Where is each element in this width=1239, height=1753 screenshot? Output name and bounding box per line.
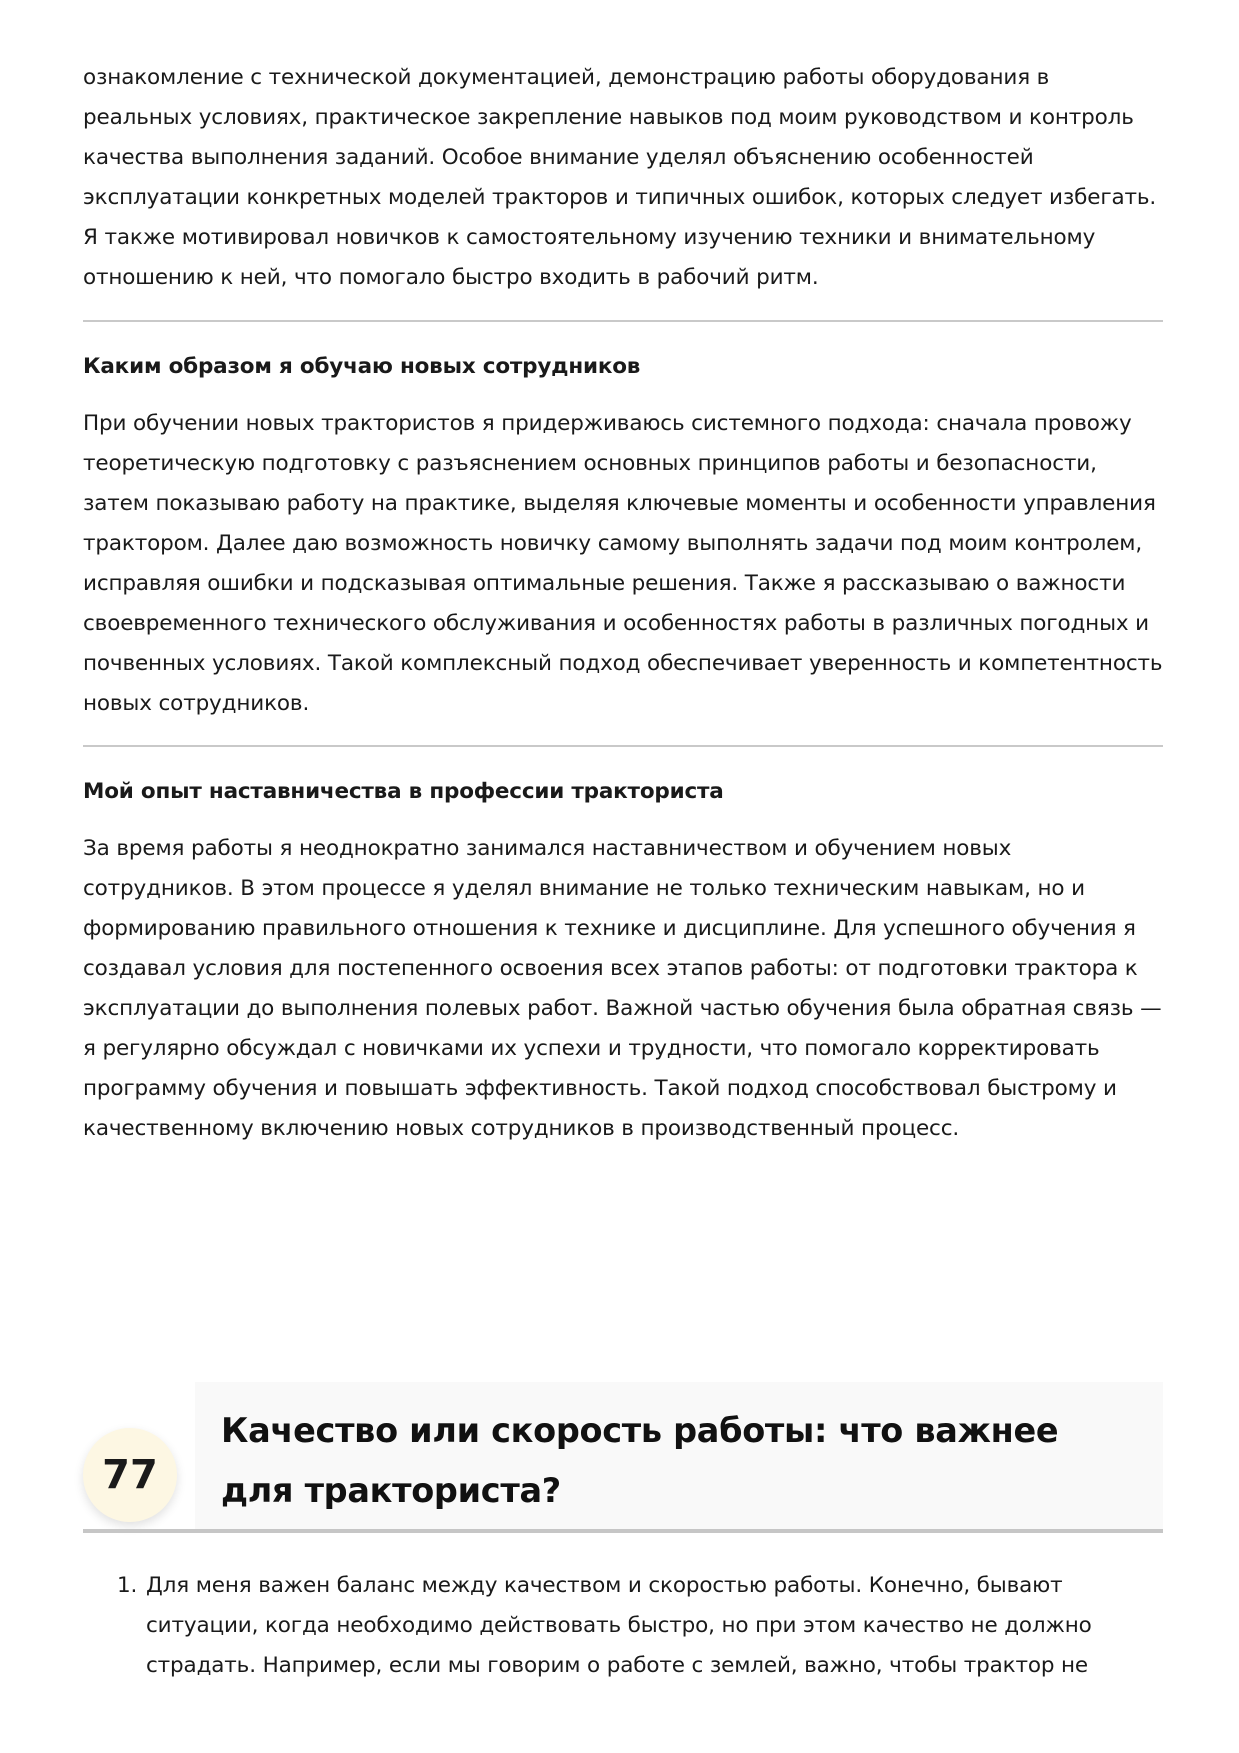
question-title: Качество или скорость работы: что важнее для тракториста? <box>221 1411 1059 1510</box>
training-heading: Каким образом я обучаю новых сотрудников <box>83 354 641 379</box>
list-item-number: 1. <box>117 1573 138 1598</box>
mentoring-paragraph: За время работы я неоднократно занимался наставничеством и обучением новых сотрудников. В этом процессе я уделял внимание не только техническим навыкам, но и формированию правильного отношения к технике и дисциплине. Для успешного обучения я создавал условия для постепенного освоения всех этапов работы: от подготовки трактора к эксплуатации до выполнения полевых работ. Важной частью обучения была обратная связь — я регулярно обсуждал с новичками их успехи и трудности, что помогало корректировать программу обучения и повышать эффективность. Такой подход способствовал быстрому и качественному включению новых сотрудников в производственный процесс. <box>83 836 1162 1141</box>
document-body <box>83 58 1163 1149</box>
training-paragraph: При обучении новых трактористов я придерживаюсь системного подхода: сначала провожу теоретическую подготовку с разъяснением основных принципов работы и безопасности, затем показываю работу на практике, выделяя ключевые моменты и особенности управления трактором. Далее даю возможность новичку самому выполнять задачи под моим контролем, исправляя ошибки и подсказывая оптимальные решения. Также я рассказываю о важности своевременного технического обслуживания и особенностях работы в различных погодных и почвенных условиях. Такой комплексный подход обеспечивает уверенность и компетентность новых сотрудников. <box>83 411 1163 716</box>
prev-section-paragraph: ознакомление с технической документацией, демонстрацию работы оборудования в реальных условиях, практическое закрепление навыков под моим руководством и контроль качества выполнения заданий. Особое внимание уделял объяснению особенностей эксплуатации конкретных моделей тракторов и типичных ошибок, которых следует избегать. Я также мотивировал новичков к самостоятельному изучению техники и внимательному отношению к ней, что помогало быстро входить в рабочий ритм. <box>83 65 1157 290</box>
question-underline <box>83 1529 1163 1533</box>
question-number-badge: 77 <box>83 1428 177 1522</box>
list-item <box>83 1566 1163 1686</box>
answer-list <box>83 1566 1163 1686</box>
question-header <box>83 1382 1163 1532</box>
mentoring-heading: Мой опыт наставничества в профессии тракториста <box>83 779 724 804</box>
section-divider <box>83 745 1163 747</box>
section-divider <box>83 320 1163 322</box>
list-item-text: Для меня важен баланс между качеством и скоростью работы. Конечно, бывают ситуации, когда необходимо действовать быстро, но при этом качество не должно страдать. Например, если мы говорим о работе с землей, важно, чтобы трактор не <box>146 1573 1092 1678</box>
